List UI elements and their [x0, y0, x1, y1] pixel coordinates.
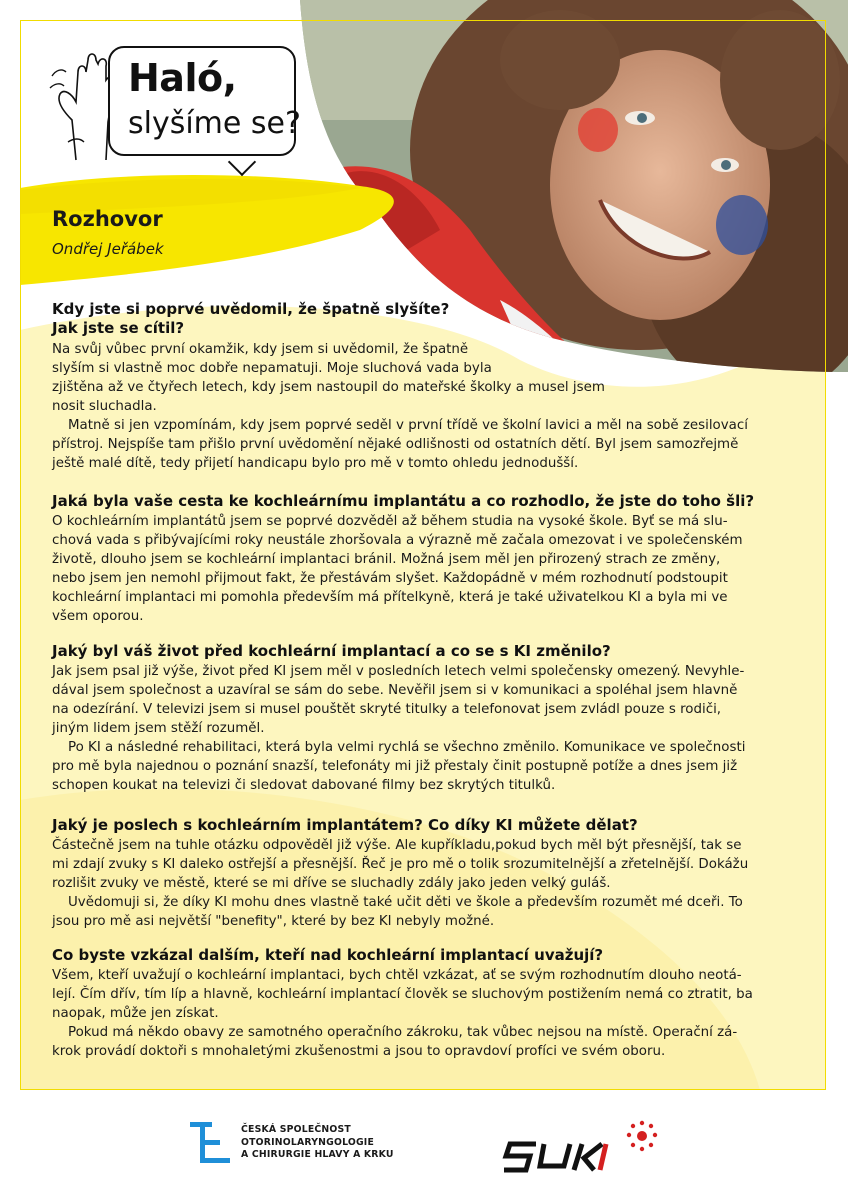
text-line: jiným lidem jsem stěží rozuměl. — [52, 721, 265, 736]
society-line: A CHIRURGIE HLAVY A KRKU — [241, 1149, 394, 1160]
answer-1-paragraph-1 — [52, 340, 792, 416]
text-line: Uvědomuji si, že díky KI mohu dnes vlastně také učit děti ve škole a především rozumět mé dceři. To — [68, 895, 743, 910]
text-line: Jak jsem psal již výše, život před KI jsem měl v posledních letech velmi společensky omezený. Nevyhle- — [52, 664, 745, 679]
answer-5-paragraph-1 — [52, 966, 792, 1023]
text-line: Pokud má někdo obavy ze samotného operačního zákroku, tak vůbec nejsou na místě. Operační zá- — [68, 1025, 738, 1040]
question-line: Jaký byl váš život před kochleární implantací a co se s KI změnilo? — [52, 642, 611, 660]
text-line: Matně si jen vzpomínám, kdy jsem poprvé seděl v první třídě ve školní lavici a měl na sobě zesilovací — [68, 418, 748, 433]
question-3 — [52, 642, 611, 661]
text-line: Všem, kteří uvažují o kochleární implantaci, bych chtěl vzkázat, ať se svým rozhodnutím dlouho neotá- — [52, 968, 742, 983]
question-1 — [52, 300, 449, 338]
society-line: ČESKÁ SPOLEČNOST — [241, 1124, 351, 1135]
question-line: Jak jste se cítil? — [52, 319, 185, 337]
logo-title-line1: Haló, — [128, 56, 237, 100]
text-line: slyším si vlastně moc dobře nepamatuji. Moje sluchová vada byla — [52, 361, 492, 376]
text-line: kochleární implantaci mi pomohla především má přítelkyně, která je také uživatelkou KI a byla mi ve — [52, 590, 728, 605]
text-line: nebo jsem jen nemohl přijmout fakt, že přestávám slyšet. Každopádně v mém rozhodnutí podstoupit — [52, 571, 728, 586]
text-line: na odezírání. V televizi jsem si musel pouštět skryté titulky a telefonovat jsem zvládl pouze s rodiči, — [52, 702, 722, 717]
text-line: nosit sluchadla. — [52, 399, 157, 414]
text-line: pro mě byla najednou o poznání snazší, telefonáty mi již přestaly činit postupně potíže a dnes jsem již — [52, 759, 738, 774]
answer-3-paragraph-1 — [52, 662, 792, 738]
text-line: životě, dlouho jsem se kochleární implantaci bránil. Možná jsem měl jen přirozený strach ze změny, — [52, 552, 721, 567]
suki-logo-icon — [502, 1118, 662, 1180]
question-line: Jaká byla vaše cesta ke kochleárnímu implantátu a co rozhodlo, že jste do toho šli? — [52, 492, 755, 510]
text-line: krok provádí doktoři s mnohaletými zkušenostmi a jsou to opravdoví profíci ve svém oboru. — [52, 1044, 666, 1059]
answer-4-paragraph-2 — [52, 893, 792, 931]
answer-2-paragraph-1 — [52, 512, 792, 626]
question-2 — [52, 492, 754, 511]
text-line: schopen koukat na televizi či sledovat dabované filmy bez skrytých titulků. — [52, 778, 556, 793]
logo-title-line2: slyšíme se? — [128, 106, 301, 141]
text-line: zjištěna až ve čtyřech letech, kdy jsem nastoupil do mateřské školky a musel jsem — [52, 380, 605, 395]
text-line: přístroj. Nejspíše tam přišlo první uvědomění nějaké odlišnosti od ostatních dětí. Byl jsem samozřejmě — [52, 437, 739, 452]
question-line: Jaký je poslech s kochleárním implantátem? Co díky KI můžete dělat? — [52, 816, 638, 834]
text-line: Částečně jsem na tuhle otázku odpověděl již výše. Ale kupříkladu,pokud bych měl být přesnější, tak se — [52, 838, 742, 853]
article-author: Ondřej Jeřábek — [52, 240, 164, 258]
text-line: Na svůj vůbec první okamžik, kdy jsem si uvědomil, že špatně — [52, 342, 469, 357]
ent-society-name — [241, 1124, 394, 1162]
text-line: jsou pro mě asi největší "benefity", které by bez KI nebyly možné. — [52, 914, 495, 929]
question-line: Kdy jste si poprvé uvědomil, že špatně slyšíte? — [52, 300, 450, 318]
text-line: chová vada s přibývajícími roky neustále zhoršovala a výrazně mě začala omezovat i ve společenském — [52, 533, 743, 548]
text-line: O kochleárním implantátů jsem se poprvé dozvěděl až během studia na vysoké škole. Byť se má slu- — [52, 514, 728, 529]
question-5 — [52, 946, 603, 965]
answer-4-paragraph-1 — [52, 836, 792, 893]
answer-5-paragraph-2 — [52, 1023, 792, 1061]
text-line: naopak, může jen získat. — [52, 1006, 219, 1021]
text-line: Po KI a následné rehabilitaci, která byla velmi rychlá se všechno změnilo. Komunikace ve společnosti — [68, 740, 746, 755]
ent-society-logo-icon — [190, 1122, 234, 1166]
text-line: lejí. Čím dřív, tím líp a hlavně, kochleární implantací člověk se sluchovým postižením nemá co ztratit, ba — [52, 987, 753, 1002]
text-line: mi zdají zvuky s KI daleko ostřejší a přesnější. Řeč je pro mě o tolik srozumitelnější a zřetelnější. Dokážu — [52, 857, 749, 872]
text-line: všem oporou. — [52, 609, 144, 624]
question-line: Co byste vzkázal dalším, kteří nad kochleární implantací uvažují? — [52, 946, 604, 964]
question-4 — [52, 816, 638, 835]
article-title: Rozhovor — [52, 207, 163, 231]
society-line: OTORINOLARYNGOLOGIE — [241, 1136, 375, 1148]
text-line: ještě malé dítě, tedy přijetí handicapu bylo pro mě v tomto ohledu jednodušší. — [52, 456, 579, 471]
answer-3-paragraph-2 — [52, 738, 792, 795]
text-line: dával jsem společnost a uzavíral se sám do sebe. Nevěřil jsem si v komunikaci a spoléhal jsem hlavně — [52, 683, 738, 698]
text-line: rozlišit zvuky ve městě, které se mi dříve se sluchadly zdály jako jeden velký guláš. — [52, 876, 611, 891]
answer-1-paragraph-2 — [52, 416, 792, 473]
